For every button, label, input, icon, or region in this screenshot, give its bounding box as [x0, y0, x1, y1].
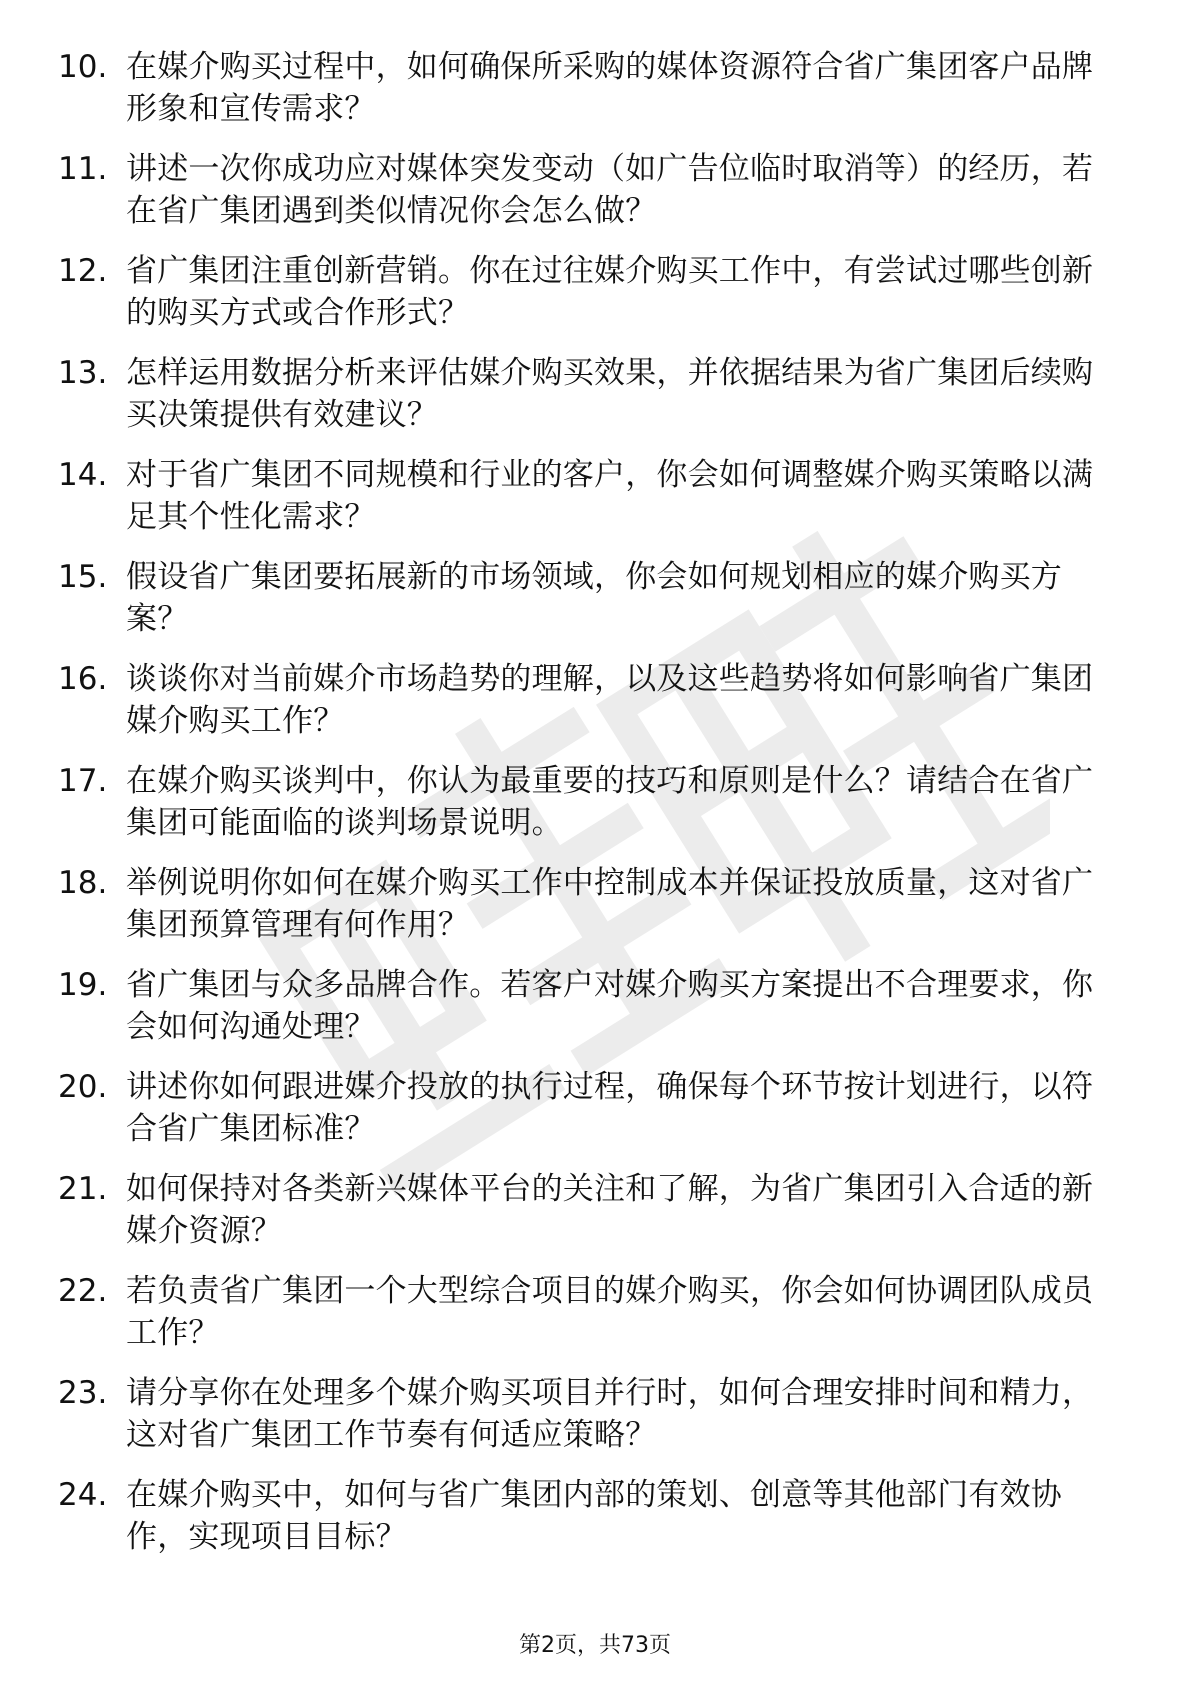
question-item: [58, 1066, 1118, 1150]
question-item: [58, 250, 1118, 334]
question-number: 13.: [58, 355, 108, 391]
question-item: [58, 964, 1118, 1048]
question-item: [58, 148, 1118, 232]
question-number: 19.: [58, 967, 108, 1003]
page-indicator: 第2页，共73页: [519, 1633, 671, 1658]
question-item: [58, 46, 1118, 130]
question-text: 举例说明你如何在媒介购买工作中控制成本并保证投放质量，这对省广集团预算管理有何作用？: [126, 865, 1094, 943]
question-item: [58, 352, 1118, 436]
question-text: 省广集团与众多品牌合作。若客户对媒介购买方案提出不合理要求，你会如何沟通处理？: [126, 967, 1094, 1045]
question-item: [58, 658, 1118, 742]
question-number: 15.: [58, 559, 108, 595]
question-text: 在媒介购买中，如何与省广集团内部的策划、创意等其他部门有效协作，实现项目目标？: [126, 1477, 1062, 1555]
question-item: [58, 1168, 1118, 1252]
question-number: 10.: [58, 49, 108, 85]
question-text: 怎样运用数据分析来评估媒介购买效果，并依据结果为省广集团后续购买决策提供有效建议？: [126, 355, 1094, 433]
question-text: 省广集团注重创新营销。你在过往媒介购买工作中，有尝试过哪些创新的购买方式或合作形式？: [126, 253, 1094, 331]
question-number: 16.: [58, 661, 108, 697]
question-item: [58, 1270, 1118, 1354]
question-text: 在媒介购买谈判中，你认为最重要的技巧和原则是什么？请结合在省广集团可能面临的谈判场景说明。: [126, 763, 1094, 841]
question-item: [58, 1372, 1118, 1456]
question-text: 请分享你在处理多个媒介购买项目并行时，如何合理安排时间和精力，这对省广集团工作节奏有何适应策略？: [126, 1375, 1094, 1453]
question-text: 如何保持对各类新兴媒体平台的关注和了解，为省广集团引入合适的新媒介资源？: [126, 1171, 1094, 1249]
question-number: 11.: [58, 151, 108, 187]
question-number: 22.: [58, 1273, 108, 1309]
question-number: 24.: [58, 1477, 108, 1513]
question-text: 假设省广集团要拓展新的市场领域，你会如何规划相应的媒介购买方案？: [126, 559, 1062, 637]
question-text: 对于省广集团不同规模和行业的客户，你会如何调整媒介购买策略以满足其个性化需求？: [126, 457, 1094, 535]
question-number: 18.: [58, 865, 108, 901]
question-number: 21.: [58, 1171, 108, 1207]
question-item: [58, 760, 1118, 844]
question-text: 讲述一次你成功应对媒体突发变动（如广告位临时取消等）的经历，若在省广集团遇到类似情况你会怎么做？: [126, 151, 1094, 229]
question-text: 若负责省广集团一个大型综合项目的媒介购买，你会如何协调团队成员工作？: [126, 1273, 1094, 1351]
question-number: 14.: [58, 457, 108, 493]
question-item: [58, 454, 1118, 538]
question-number: 23.: [58, 1375, 108, 1411]
question-text: 讲述你如何跟进媒介投放的执行过程，确保每个环节按计划进行，以符合省广集团标准？: [126, 1069, 1094, 1147]
question-number: 12.: [58, 253, 108, 289]
page-footer: [0, 1632, 1190, 1660]
question-item: [58, 556, 1118, 640]
question-number: 17.: [58, 763, 108, 799]
question-text: 谈谈你对当前媒介市场趋势的理解，以及这些趋势将如何影响省广集团媒介购买工作？: [126, 661, 1094, 739]
question-item: [58, 1474, 1118, 1558]
question-text: 在媒介购买过程中，如何确保所采购的媒体资源符合省广集团客户品牌形象和宣传需求？: [126, 49, 1094, 127]
question-item: [58, 862, 1118, 946]
question-number: 20.: [58, 1069, 108, 1105]
question-list: [58, 46, 1118, 1576]
